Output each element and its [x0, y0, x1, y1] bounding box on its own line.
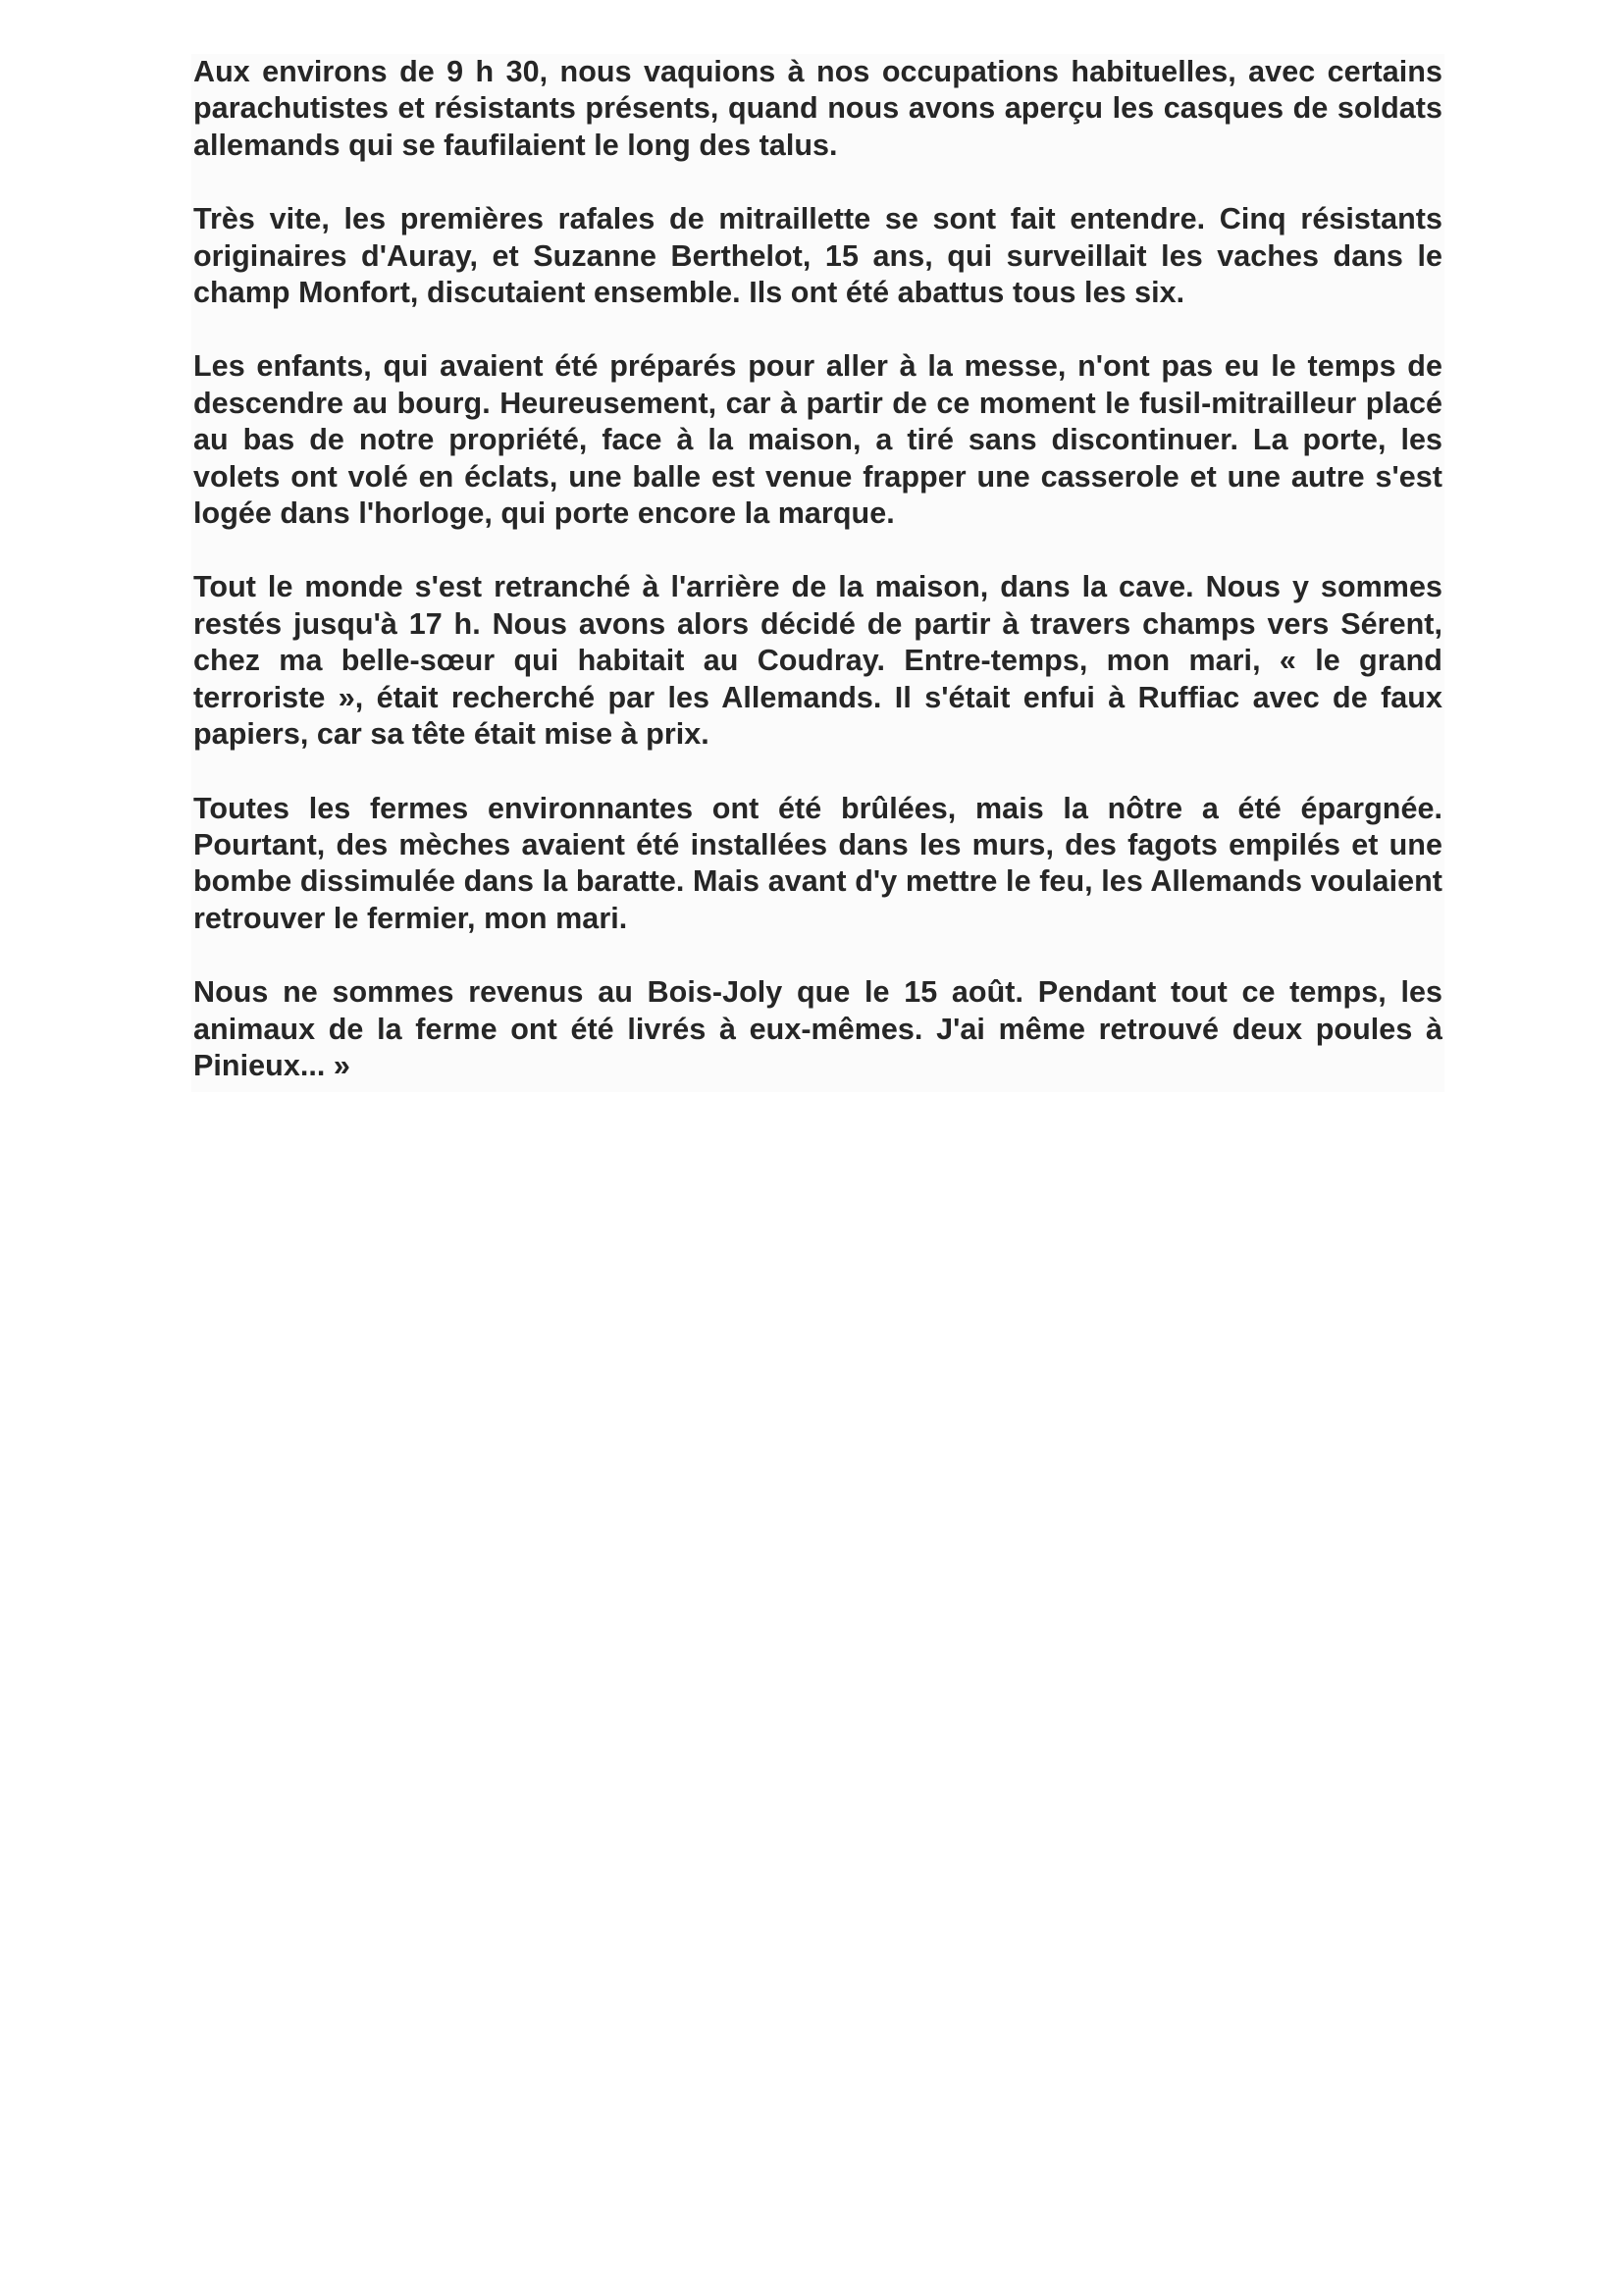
paragraph-2: Très vite, les premières rafales de mitraillette se sont fait entendre. Cinq résistants originaires d'Auray, et Suzanne Berthelot, 15 ans, qui surveillait les vaches dans le champ Monfort, discutaient ensemble. Ils ont été abattus tous les six.	[193, 202, 1442, 310]
paragraph-3: Les enfants, qui avaient été préparés pour aller à la messe, n'ont pas eu le temps de descendre au bourg. Heureusement, car à partir de ce moment le fusil-mitrailleur placé au bas de notre propriété, face à la maison, a tiré sans discontinuer. La porte, les volets ont volé en éclats, une balle est venue frapper une casserole et une autre s'est logée dans l'horloge, qui porte encore la marque.	[193, 349, 1442, 531]
paragraph-5: Toutes les fermes environnantes ont été brûlées, mais la nôtre a été épargnée. Pourtant, des mèches avaient été installées dans les murs, des fagots empilés et une bombe dissimulée dans la baratte. Mais avant d'y mettre le feu, les Allemands voulaient retrouver le fermier, mon mari.	[193, 791, 1442, 935]
text-body	[191, 54, 1444, 1092]
paragraph-4: Tout le monde s'est retranché à l'arrière de la maison, dans la cave. Nous y sommes restés jusqu'à 17 h. Nous avons alors décidé de partir à travers champs vers Sérent, chez ma belle-sœur qui habitait au Coudray. Entre-temps, mon mari, « le grand terroriste », était recherché par les Allemands. Il s'était enfui à Ruffiac avec de faux papiers, car sa tête était mise à prix.	[193, 570, 1442, 752]
paragraph-6: Nous ne sommes revenus au Bois-Joly que le 15 août. Pendant tout ce temps, les animaux de la ferme ont été livrés à eux-mêmes. J'ai même retrouvé deux poules à Pinieux... »	[193, 975, 1442, 1082]
paragraph-1: Aux environs de 9 h 30, nous vaquions à nos occupations habituelles, avec certains parachutistes et résistants présents, quand nous avons aperçu les casques de soldats allemands qui se faufilaient le long des talus.	[193, 55, 1442, 162]
